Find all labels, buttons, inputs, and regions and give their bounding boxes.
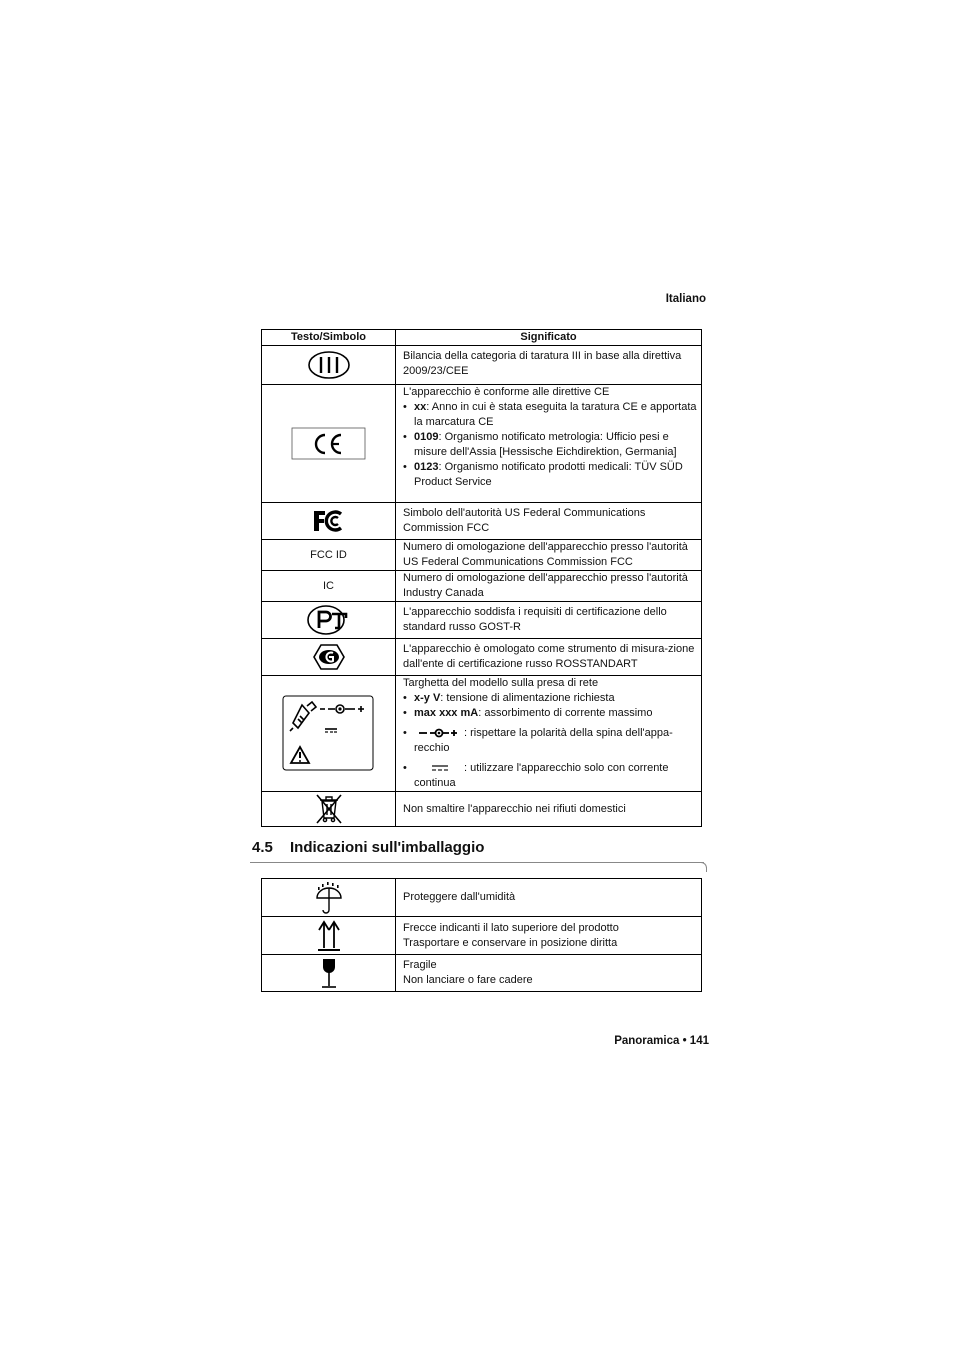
section-heading (252, 839, 484, 856)
fcc-meaning: Simbolo dell'autorità US Federal Communications Commission FCC (396, 503, 702, 540)
ce-b3-key: 0123 (414, 461, 439, 473)
section-title: Indicazioni sull'imballaggio (290, 839, 485, 856)
list-item: • : rispettare la polarità della spina dell'appa-recchio (403, 727, 673, 754)
this-way-up-arrows-icon (316, 920, 342, 952)
calibration-class-iii-icon (307, 350, 351, 380)
fcc-logo-icon (312, 509, 346, 533)
plate-b4-text: : utilizzare l'apparecchio solo con corrente continua (414, 762, 669, 789)
ce-mark-icon (291, 427, 367, 461)
ce-meaning (396, 385, 702, 503)
col-meaning-header: Significato (396, 330, 702, 346)
fragile-line-1: Fragile (403, 959, 437, 971)
fragile-line-2: Non lanciare o fare cadere (403, 974, 533, 986)
umbrella-rain-icon (314, 881, 344, 915)
fcc-symbol-cell (262, 503, 396, 540)
fccid-symbol: FCC ID (262, 540, 396, 571)
table-row (262, 385, 702, 503)
arrows-symbol-cell (262, 917, 396, 955)
header-language: Italiano (665, 293, 706, 305)
table-row (262, 540, 702, 571)
section-divider-corner (700, 862, 707, 872)
rosstandart-mark-icon (312, 643, 346, 671)
list-item: • xx: Anno in cui è stata eseguita la taratura CE e apportata la marcatura CE (403, 401, 697, 428)
ic-symbol: IC (262, 571, 396, 602)
nameplate-illustration-icon (282, 695, 376, 773)
ce-symbol-cell (262, 385, 396, 503)
col-symbol-header: Testo/Simbolo (262, 330, 396, 346)
list-item: • max xxx mA: assorbimento di corrente massimo (403, 707, 653, 719)
section-divider (250, 862, 704, 863)
class3-meaning: Bilancia della categoria di taratura III in base alla direttiva 2009/23/CEE (396, 346, 702, 385)
table-row (262, 571, 702, 602)
table-row (262, 879, 702, 917)
umbrella-symbol-cell (262, 879, 396, 917)
table-row (262, 602, 702, 639)
plate-intro: Targhetta del modello sulla presa di rete (403, 677, 599, 689)
polarity-icon (418, 727, 458, 739)
direct-current-icon (418, 763, 458, 773)
list-item: • x-y V: tensione di alimentazione richiesta (403, 692, 615, 704)
ce-b3-text: : Organismo notificato prodotti medicali: TÜV SÜD Product Service (414, 461, 683, 488)
ce-intro: L'apparecchio è conforme alle direttive CE (403, 386, 610, 398)
symbols-table (261, 329, 702, 827)
ce-b1-text: : Anno in cui è stata eseguita la taratura CE e apportata la marcatura CE (414, 401, 697, 428)
packaging-table (261, 878, 702, 992)
plate-b3-text: : rispettare la polarità della spina dell'appa-recchio (414, 727, 673, 754)
table-row (262, 676, 702, 792)
table-row (262, 503, 702, 540)
table-row (262, 955, 702, 992)
ce-b2-key: 0109 (414, 431, 439, 443)
plate-symbol-cell (262, 676, 396, 792)
table-row (262, 917, 702, 955)
gost-symbol-cell (262, 602, 396, 639)
class3-symbol-cell (262, 346, 396, 385)
table-row (262, 792, 702, 827)
list-item: • 0109: Organismo notificato metrologia: Ufficio pesi e misure dell'Assia [Hessische Eichdirektion, Germania] (403, 431, 677, 458)
arrows-line-1: Frecce indicanti il lato superiore del prodotto (403, 921, 619, 934)
fragile-meaning (396, 955, 702, 992)
fragile-symbol-cell (262, 955, 396, 992)
ce-b2-text: : Organismo notificato metrologia: Ufficio pesi e misure dell'Assia [Hessische Eichdirektion, Germania] (414, 431, 677, 458)
umbrella-meaning: Proteggere dall'umidità (396, 879, 702, 917)
table-header-row (262, 330, 702, 346)
list-item: • 0123: Organismo notificato prodotti medicali: TÜV SÜD Product Service (403, 461, 683, 488)
rosstandart-symbol-cell (262, 639, 396, 676)
plate-meaning (396, 676, 702, 792)
ic-meaning: Numero di omologazione dell'apparecchio presso l'autorità Industry Canada (396, 571, 702, 602)
fragile-glass-icon (319, 957, 339, 989)
weee-meaning: Non smaltire l'apparecchio nei rifiuti domestici (396, 792, 702, 827)
ce-b1-key: xx (414, 401, 427, 413)
rosstandart-meaning: L'apparecchio è omologato come strumento di misura-zione dall'ente di certificazione russo ROSSTANDART (396, 639, 702, 676)
list-item: • : utilizzare l'apparecchio solo con corrente continua (403, 762, 669, 789)
gost-r-mark-icon (306, 604, 352, 636)
fccid-meaning: Numero di omologazione dell'apparecchio presso l'autorità US Federal Communications Commission FCC (396, 540, 702, 571)
arrows-meaning (396, 917, 702, 955)
table-row (262, 639, 702, 676)
weee-symbol-cell (262, 792, 396, 827)
plate-b2-key: max xxx mA (414, 707, 479, 719)
crossed-bin-icon (314, 793, 344, 825)
footer-page-label: Panoramica • 141 (614, 1035, 709, 1047)
section-number: 4.5 (252, 839, 273, 856)
plate-b2-text: : assorbimento di corrente massimo (478, 707, 653, 719)
table-row (262, 346, 702, 385)
gost-meaning: L'apparecchio soddisfa i requisiti di certificazione dello standard russo GOST-R (396, 602, 702, 639)
plate-b1-text: : tensione di alimentazione richiesta (440, 692, 615, 704)
arrows-line-2: Trasportare e conservare in posizione diritta (403, 936, 618, 949)
plate-b1-key: x-y V (414, 692, 441, 704)
